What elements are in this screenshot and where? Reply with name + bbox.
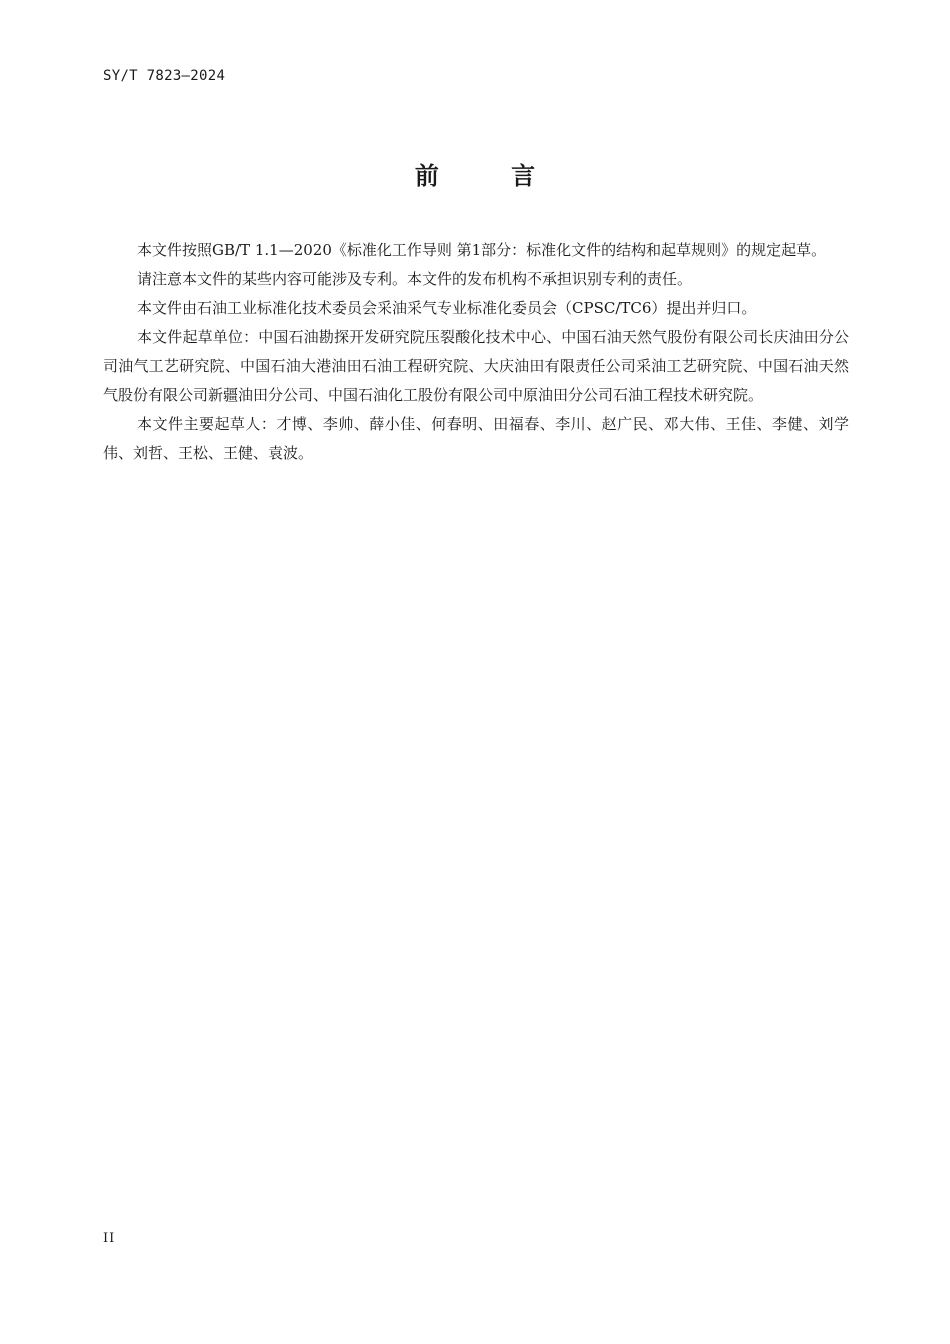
foreword-body — [103, 236, 849, 468]
paragraph-patent-notice: 请注意本文件的某些内容可能涉及专利。本文件的发布机构不承担识别专利的责任。 — [137, 270, 693, 288]
paragraph-drafters: 本文件主要起草人：才博、李帅、薛小佳、何春明、田福春、李川、赵广民、邓大伟、王佳、李健、刘学伟、刘哲、王松、王健、袁波。 — [103, 415, 849, 462]
paragraph-drafting-units: 本文件起草单位：中国石油勘探开发研究院压裂酸化技术中心、中国石油天然气股份有限公司长庆油田分公司油气工艺研究院、中国石油大港油田石油工程研究院、大庆油田有限责任公司采油工艺研究院、中国石油天然气股份有限公司新疆油田分公司、中国石油化工股份有限公司中原油田分公司石油工程技术研究院。 — [103, 328, 849, 404]
page-number: II — [103, 1231, 116, 1246]
page-title: 前 言 — [414, 162, 568, 190]
paragraph-proposer: 本文件由石油工业标准化技术委员会采油采气专业标准化委员会（CPSC/TC6）提出并归口。 — [137, 299, 757, 317]
paragraph-drafting-rules: 本文件按照GB/T 1.1—2020《标准化工作导则 第1部分：标准化文件的结构和起草规则》的规定起草。 — [137, 241, 827, 259]
document-code: SY/T 7823—2024 — [103, 68, 226, 84]
